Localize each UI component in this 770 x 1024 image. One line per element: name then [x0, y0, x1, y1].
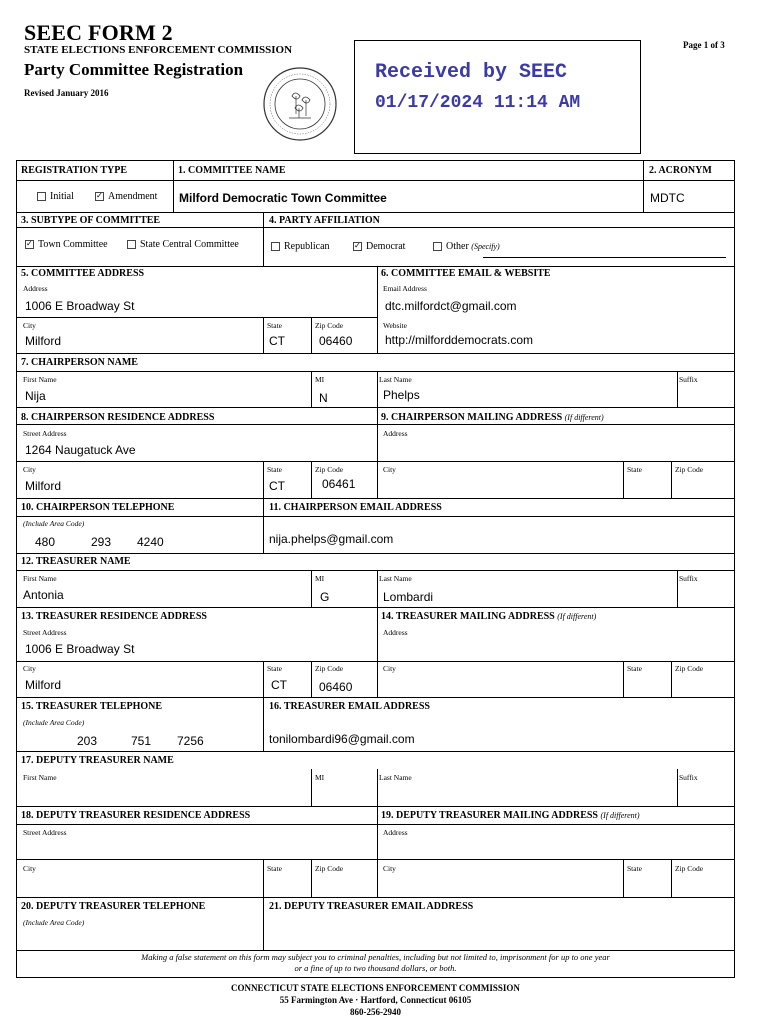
treasurer-phone-note: (Include Area Code)	[23, 718, 85, 727]
chair-mailing-city-label: City	[383, 465, 396, 474]
chair-first-field[interactable]: Nija	[25, 389, 46, 403]
form-title: SEEC FORM 2	[24, 20, 173, 45]
footer-address: 55 Farmington Ave · Hartford, Connecticut 06105	[279, 995, 472, 1005]
treasurer-mailing-zip-label: Zip Code	[675, 664, 704, 673]
chair-first-label: First Name	[23, 375, 57, 384]
committee-zip-label: Zip Code	[315, 321, 344, 330]
other-party-checkbox[interactable]	[433, 241, 500, 252]
committee-address-label: Address	[23, 284, 48, 293]
acronym-field[interactable]: MDTC	[650, 191, 685, 205]
committee-city-label: City	[23, 321, 36, 330]
chair-city-field[interactable]: Milford	[25, 479, 62, 493]
treasurer-street-field[interactable]: 1006 E Broadway St	[25, 642, 135, 656]
notice-line-1: Making a false statement on this form may subject you to criminal penalties, including but not limited to, imprisonment for up to one year	[141, 952, 610, 962]
deputy-residence-heading: 18. DEPUTY TREASURER RESIDENCE ADDRESS	[21, 810, 251, 821]
treasurer-state-field[interactable]: CT	[271, 678, 287, 692]
deputy-first-label: First Name	[23, 773, 57, 782]
chair-street-label: Street Address	[23, 429, 67, 438]
town-committee-checkbox[interactable]	[25, 239, 108, 250]
committee-website-label: Website	[383, 321, 407, 330]
treasurer-residence-heading: 13. TREASURER RESIDENCE ADDRESS	[21, 611, 207, 622]
democrat-label: Democrat	[366, 241, 406, 252]
chair-zip-label: Zip Code	[315, 465, 344, 474]
treasurer-phone-heading: 15. TREASURER TELEPHONE	[21, 701, 163, 712]
treasurer-mailing-heading-text: 14. TREASURER MAILING ADDRESS	[381, 611, 555, 622]
other-party-box[interactable]	[433, 242, 442, 251]
page-number: Page 1 of 3	[683, 40, 725, 50]
chair-phone-line[interactable]: 4240	[137, 535, 164, 549]
chair-city-label: City	[23, 465, 36, 474]
subtype-heading: 3. SUBTYPE OF COMMITTEE	[21, 215, 161, 226]
treasurer-last-label: Last Name	[379, 574, 412, 583]
town-committee-label: Town Committee	[38, 239, 108, 250]
committee-email-field[interactable]: dtc.milfordct@gmail.com	[385, 299, 517, 313]
registration-type-heading: REGISTRATION TYPE	[21, 165, 128, 176]
agency-name: STATE ELECTIONS ENFORCEMENT COMMISSION	[24, 44, 293, 56]
deputy-last-label: Last Name	[379, 773, 412, 782]
chair-last-field[interactable]: Phelps	[383, 388, 420, 402]
committee-city-field[interactable]: Milford	[25, 334, 62, 348]
treasurer-email-heading: 16. TREASURER EMAIL ADDRESS	[269, 701, 430, 712]
state-central-box[interactable]	[127, 240, 136, 249]
republican-box[interactable]	[271, 242, 280, 251]
chair-state-field[interactable]: CT	[269, 479, 285, 493]
notice-line-2: or a fine of up to two thousand dollars, or both.	[294, 963, 457, 973]
initial-checkbox[interactable]	[37, 191, 74, 202]
form-name: Party Committee Registration	[24, 60, 244, 79]
footer-agency: CONNECTICUT STATE ELECTIONS ENFORCEMENT COMMISSION	[231, 983, 520, 993]
deputy-zip-label: Zip Code	[315, 864, 344, 873]
democrat-box[interactable]	[353, 242, 362, 251]
deputy-mailing-state-label: State	[627, 864, 642, 873]
chair-phone-note: (Include Area Code)	[23, 519, 85, 528]
chair-mi-label: MI	[315, 375, 325, 384]
deputy-mailing-address-label: Address	[383, 828, 408, 837]
chair-email-field[interactable]: nija.phelps@gmail.com	[269, 532, 394, 546]
other-specify-line[interactable]	[483, 257, 726, 258]
treasurer-mi-field[interactable]: G	[320, 590, 330, 604]
treasurer-mailing-heading	[381, 611, 596, 622]
chair-email-heading: 11. CHAIRPERSON EMAIL ADDRESS	[269, 502, 442, 513]
amendment-checkbox-box[interactable]	[95, 192, 104, 201]
amendment-label: Amendment	[108, 191, 158, 202]
registration-form	[16, 160, 735, 978]
treasurer-mi-label: MI	[315, 574, 325, 583]
deputy-phone-heading: 20. DEPUTY TREASURER TELEPHONE	[21, 901, 206, 912]
deputy-city-label: City	[23, 864, 36, 873]
treasurer-zip-field[interactable]: 06460	[319, 680, 353, 694]
committee-name-heading: 1. COMMITTEE NAME	[178, 165, 286, 176]
chair-mailing-heading	[381, 412, 604, 423]
chair-residence-heading: 8. CHAIRPERSON RESIDENCE ADDRESS	[21, 412, 215, 423]
treasurer-first-label: First Name	[23, 574, 57, 583]
treasurer-state-label: State	[267, 664, 282, 673]
treasurer-mailing-city-label: City	[383, 664, 396, 673]
treasurer-last-field[interactable]: Lombardi	[383, 590, 434, 604]
stamp-datetime: 01/17/2024 11:14 AM	[375, 93, 581, 113]
treasurer-phone-line[interactable]: 7256	[177, 734, 204, 748]
chair-suffix-label: Suffix	[679, 375, 698, 384]
chair-phone-heading: 10. CHAIRPERSON TELEPHONE	[21, 502, 175, 513]
chair-mailing-note: (If different)	[564, 413, 604, 422]
treasurer-phone-prefix[interactable]: 751	[131, 734, 152, 748]
state-seal-icon	[262, 66, 338, 142]
treasurer-mailing-state-label: State	[627, 664, 642, 673]
state-central-checkbox[interactable]	[127, 239, 239, 250]
treasurer-suffix-label: Suffix	[679, 574, 698, 583]
treasurer-zip-label: Zip Code	[315, 664, 344, 673]
committee-state-label: State	[267, 321, 282, 330]
chair-mailing-zip-label: Zip Code	[675, 465, 704, 474]
footer	[16, 982, 735, 1018]
deputy-suffix-label: Suffix	[679, 773, 698, 782]
chair-mailing-state-label: State	[627, 465, 642, 474]
chair-zip-field[interactable]: 06461	[322, 477, 356, 491]
stamp-received-text: Received by SEEC	[375, 61, 568, 84]
footer-phone: 860-256-2940	[350, 1007, 401, 1017]
treasurer-mailing-note: (If different)	[557, 612, 597, 621]
revision-date: Revised January 2016	[24, 88, 109, 98]
republican-checkbox[interactable]	[271, 241, 330, 252]
treasurer-street-label: Street Address	[23, 628, 67, 637]
republican-label: Republican	[284, 241, 330, 252]
deputy-phone-note: (Include Area Code)	[23, 918, 85, 927]
chair-mailing-heading-text: 9. CHAIRPERSON MAILING ADDRESS	[381, 412, 563, 423]
acronym-heading: 2. ACRONYM	[649, 165, 712, 176]
treasurer-name-heading: 12. TREASURER NAME	[21, 556, 131, 567]
received-stamp	[354, 40, 641, 154]
amendment-checkbox[interactable]	[95, 191, 157, 202]
committee-zip-field[interactable]: 06460	[319, 334, 353, 348]
treasurer-email-field[interactable]: tonilombardi96@gmail.com	[269, 732, 415, 746]
committee-address-field[interactable]: 1006 E Broadway St	[25, 299, 135, 313]
state-central-label: State Central Committee	[140, 239, 239, 250]
democrat-checkbox[interactable]	[353, 241, 405, 252]
committee-name-field[interactable]: Milford Democratic Town Committee	[179, 191, 387, 205]
chair-last-label: Last Name	[379, 375, 412, 384]
deputy-mailing-city-label: City	[383, 864, 396, 873]
chair-mi-field[interactable]: N	[319, 391, 328, 405]
deputy-mailing-heading	[381, 810, 640, 821]
town-committee-box[interactable]	[25, 240, 34, 249]
deputy-name-heading: 17. DEPUTY TREASURER NAME	[21, 755, 174, 766]
deputy-street-label: Street Address	[23, 828, 67, 837]
committee-contact-heading: 6. COMMITTEE EMAIL & WEBSITE	[381, 268, 551, 279]
initial-label: Initial	[50, 191, 74, 202]
chair-street-field[interactable]: 1264 Naugatuck Ave	[25, 443, 136, 457]
chairperson-name-heading: 7. CHAIRPERSON NAME	[21, 357, 138, 368]
initial-checkbox-box[interactable]	[37, 192, 46, 201]
chair-state-label: State	[267, 465, 282, 474]
chair-phone-prefix[interactable]: 293	[91, 535, 112, 549]
false-statement-notice	[16, 952, 735, 974]
committee-website-field[interactable]: http://milforddemocrats.com	[385, 333, 534, 347]
deputy-state-label: State	[267, 864, 282, 873]
other-party-label: Other	[446, 241, 469, 252]
party-heading: 4. PARTY AFFILIATION	[269, 215, 380, 226]
treasurer-city-field[interactable]: Milford	[25, 678, 62, 692]
deputy-mailing-note: (If different)	[600, 811, 640, 820]
committee-email-label: Email Address	[383, 284, 427, 293]
deputy-mi-label: MI	[315, 773, 325, 782]
deputy-mailing-zip-label: Zip Code	[675, 864, 704, 873]
deputy-email-heading: 21. DEPUTY TREASURER EMAIL ADDRESS	[269, 901, 474, 912]
chair-phone-area[interactable]: 480	[35, 535, 56, 549]
other-specify-note: (Specify)	[471, 242, 500, 251]
deputy-mailing-heading-text: 19. DEPUTY TREASURER MAILING ADDRESS	[381, 810, 598, 821]
chair-mailing-address-label: Address	[383, 429, 408, 438]
treasurer-mailing-address-label: Address	[383, 628, 408, 637]
committee-state-field[interactable]: CT	[269, 334, 285, 348]
treasurer-city-label: City	[23, 664, 36, 673]
committee-address-heading: 5. COMMITTEE ADDRESS	[21, 268, 145, 279]
treasurer-first-field[interactable]: Antonia	[23, 588, 64, 602]
treasurer-phone-area[interactable]: 203	[77, 734, 98, 748]
